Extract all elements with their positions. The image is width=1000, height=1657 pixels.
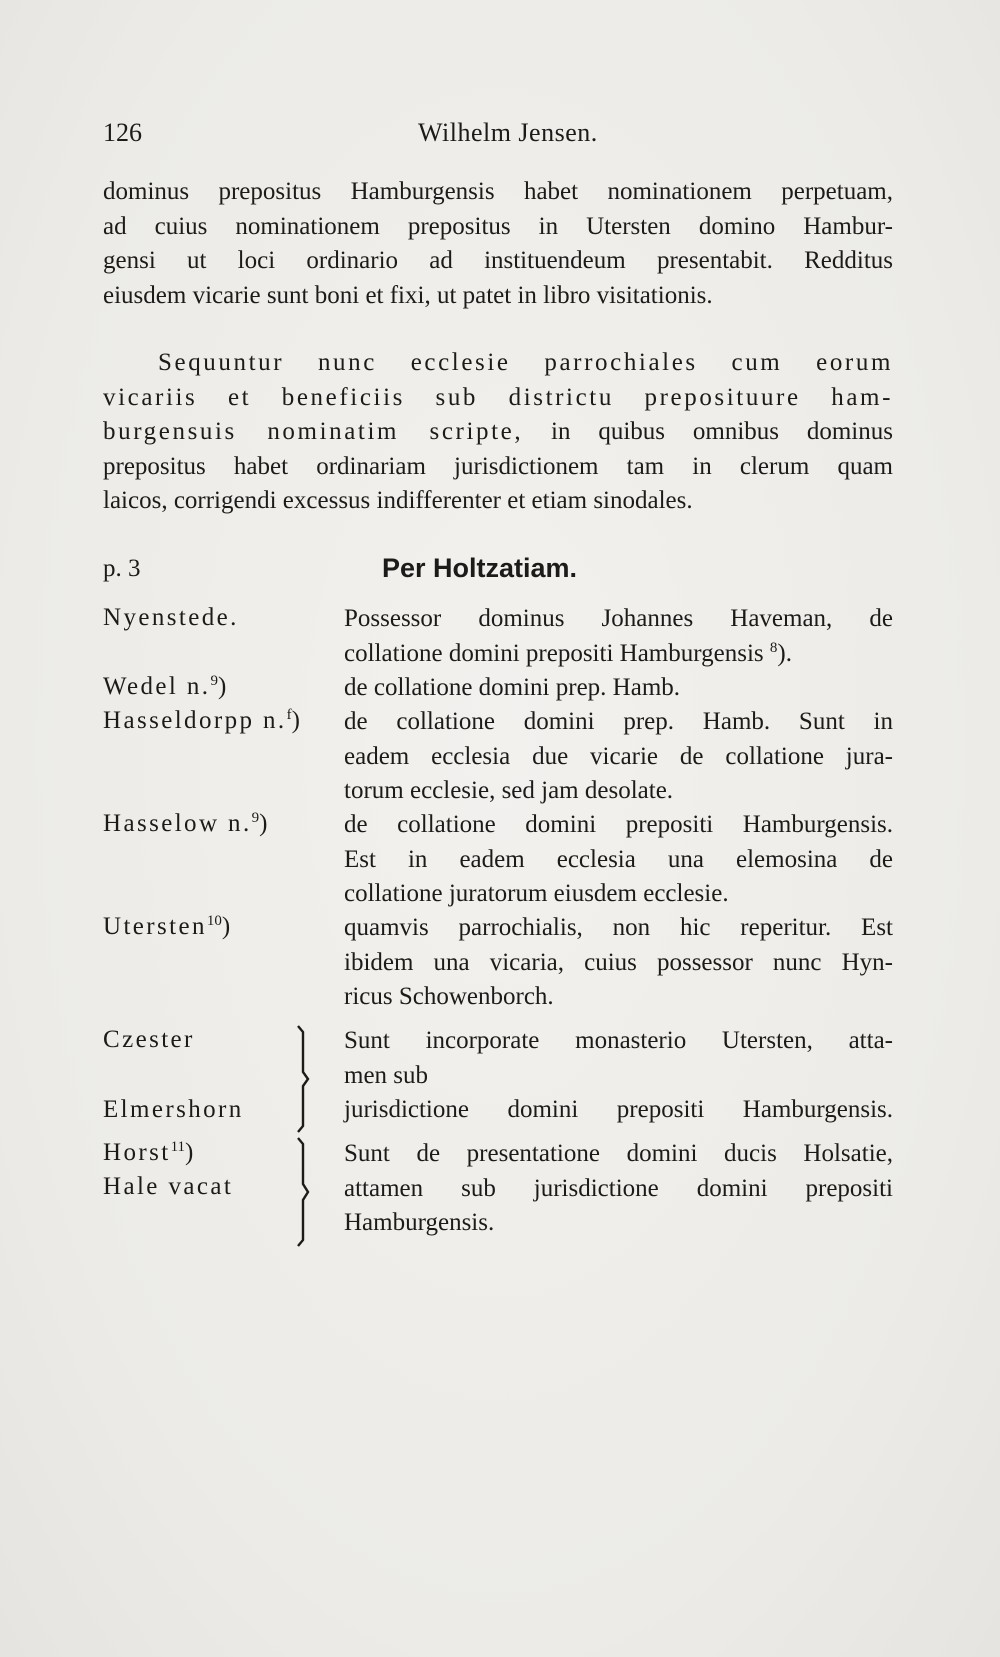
page-number: 126 bbox=[103, 118, 142, 147]
text-line: vicariis et beneficiis sub districtu preposituure ham- bbox=[103, 383, 893, 411]
text-line: dominus prepositus Hamburgensis habet nominationem perpetuam, bbox=[103, 178, 893, 205]
group-name-text: Horst bbox=[103, 1139, 171, 1166]
page-header bbox=[103, 118, 893, 158]
footnote-ref: 11 bbox=[170, 1139, 186, 1155]
entry-name: Hasseldorpp n.$^f$) bbox=[103, 707, 303, 734]
group-name: Czester bbox=[103, 1026, 195, 1053]
entry-name-text: Hasseldorpp n. bbox=[103, 707, 287, 734]
entry-name-text: Hasselow n. bbox=[103, 810, 252, 837]
footnote-ref: f bbox=[286, 707, 292, 723]
text-segment: collatione domini prepositi Hamburgensis bbox=[344, 639, 764, 667]
text-line bbox=[344, 637, 893, 672]
text-line: ibidem una vicaria, cuius possessor nunc Hyn- bbox=[344, 948, 893, 976]
entry-name-text: Wedel n. bbox=[103, 673, 211, 700]
footnote-ref: 9 bbox=[251, 810, 260, 826]
group-name: Horst$^{11}$) bbox=[103, 1139, 196, 1166]
footnote-ref: 10 bbox=[206, 913, 222, 929]
spaced-text: burgensuis nominatim scripte, bbox=[103, 418, 524, 445]
intro-paragraph bbox=[103, 175, 893, 313]
group-text bbox=[344, 1137, 893, 1241]
text-line bbox=[103, 415, 893, 450]
text-line: eadem ecclesia due vicarie de collatione jura- bbox=[344, 742, 893, 770]
footnote-ref: 8 bbox=[769, 639, 778, 656]
text-line: quamvis parrochialis, non hic reperitur. Est bbox=[344, 914, 893, 941]
text-line: prepositus habet ordinariam jurisdictionem tam in clerum quam bbox=[103, 452, 893, 480]
text-line: de collatione domini prepositi Hamburgensis. bbox=[344, 811, 893, 838]
section-reference: p. 3 bbox=[103, 555, 141, 582]
text-line: attamen sub jurisdictione domini prepositi bbox=[344, 1174, 893, 1202]
group-name: Hale vacat bbox=[103, 1173, 234, 1200]
text-line: torum ecclesie, sed jam desolate. bbox=[344, 777, 674, 804]
footnote-ref: 9 bbox=[210, 673, 218, 689]
text-line: laicos, corrigendi excessus indifferenter et etiam sinodales. bbox=[103, 487, 693, 514]
entry-name: Wedel n.$^9$) bbox=[103, 673, 229, 700]
text-line: Sunt de presentatione domini ducis Holsatie, bbox=[344, 1140, 893, 1167]
running-head: Wilhelm Jensen. bbox=[418, 118, 598, 147]
text-line: de collatione domini prep. Hamb. Sunt in bbox=[344, 708, 893, 735]
entry-text bbox=[344, 911, 893, 1015]
text-line: collatione juratorum eiusdem ecclesie. bbox=[344, 880, 729, 907]
curly-brace-icon bbox=[296, 1024, 310, 1134]
text-line: Sunt incorporate monasterio Utersten, atta- bbox=[344, 1027, 893, 1054]
group-name: Elmershorn bbox=[103, 1096, 244, 1123]
text-line: Possessor dominus Johannes Haveman, de bbox=[344, 605, 893, 632]
entry-name-text: Nyenstede. bbox=[103, 604, 239, 631]
entry-name-text: Utersten bbox=[103, 913, 207, 940]
text-line: Est in eadem ecclesia una elemosina de bbox=[344, 845, 893, 873]
section-title: Per Holtzatiam. bbox=[382, 553, 578, 583]
entry-text bbox=[344, 602, 893, 671]
text-line: gensi ut loci ordinario ad instituendeum presentabit. Redditus bbox=[103, 247, 893, 274]
entry-text bbox=[344, 705, 893, 809]
second-paragraph bbox=[103, 346, 893, 519]
entry-name bbox=[103, 604, 239, 632]
entry-name: Hasselow n.$^9$) bbox=[103, 810, 270, 837]
text-line: jurisdictione domini prepositi Hamburgensis. bbox=[344, 1096, 893, 1123]
entry-text bbox=[344, 671, 893, 706]
curly-brace-icon bbox=[296, 1136, 310, 1248]
entry-text bbox=[344, 808, 893, 912]
text-line: de collatione domini prep. Hamb. bbox=[344, 674, 681, 701]
text-segment: in quibus omnibus dominus bbox=[523, 418, 893, 445]
text-line: men sub bbox=[344, 1061, 429, 1089]
text-line: ricus Schowenborch. bbox=[344, 983, 554, 1010]
text-line: Hamburgensis. bbox=[344, 1209, 495, 1236]
text-segment: ). bbox=[777, 639, 792, 667]
text-line: ad cuius nominationem prepositus in Utersten domino Hambur- bbox=[103, 212, 893, 240]
text-line: Sequuntur nunc ecclesie parrochiales cum eorum bbox=[158, 349, 893, 376]
entry-name: Utersten$^{10}$) bbox=[103, 913, 233, 940]
text-line: eiusdem vicarie sunt boni et fixi, ut patet in libro visitationis. bbox=[103, 281, 713, 309]
group-text bbox=[344, 1024, 893, 1128]
